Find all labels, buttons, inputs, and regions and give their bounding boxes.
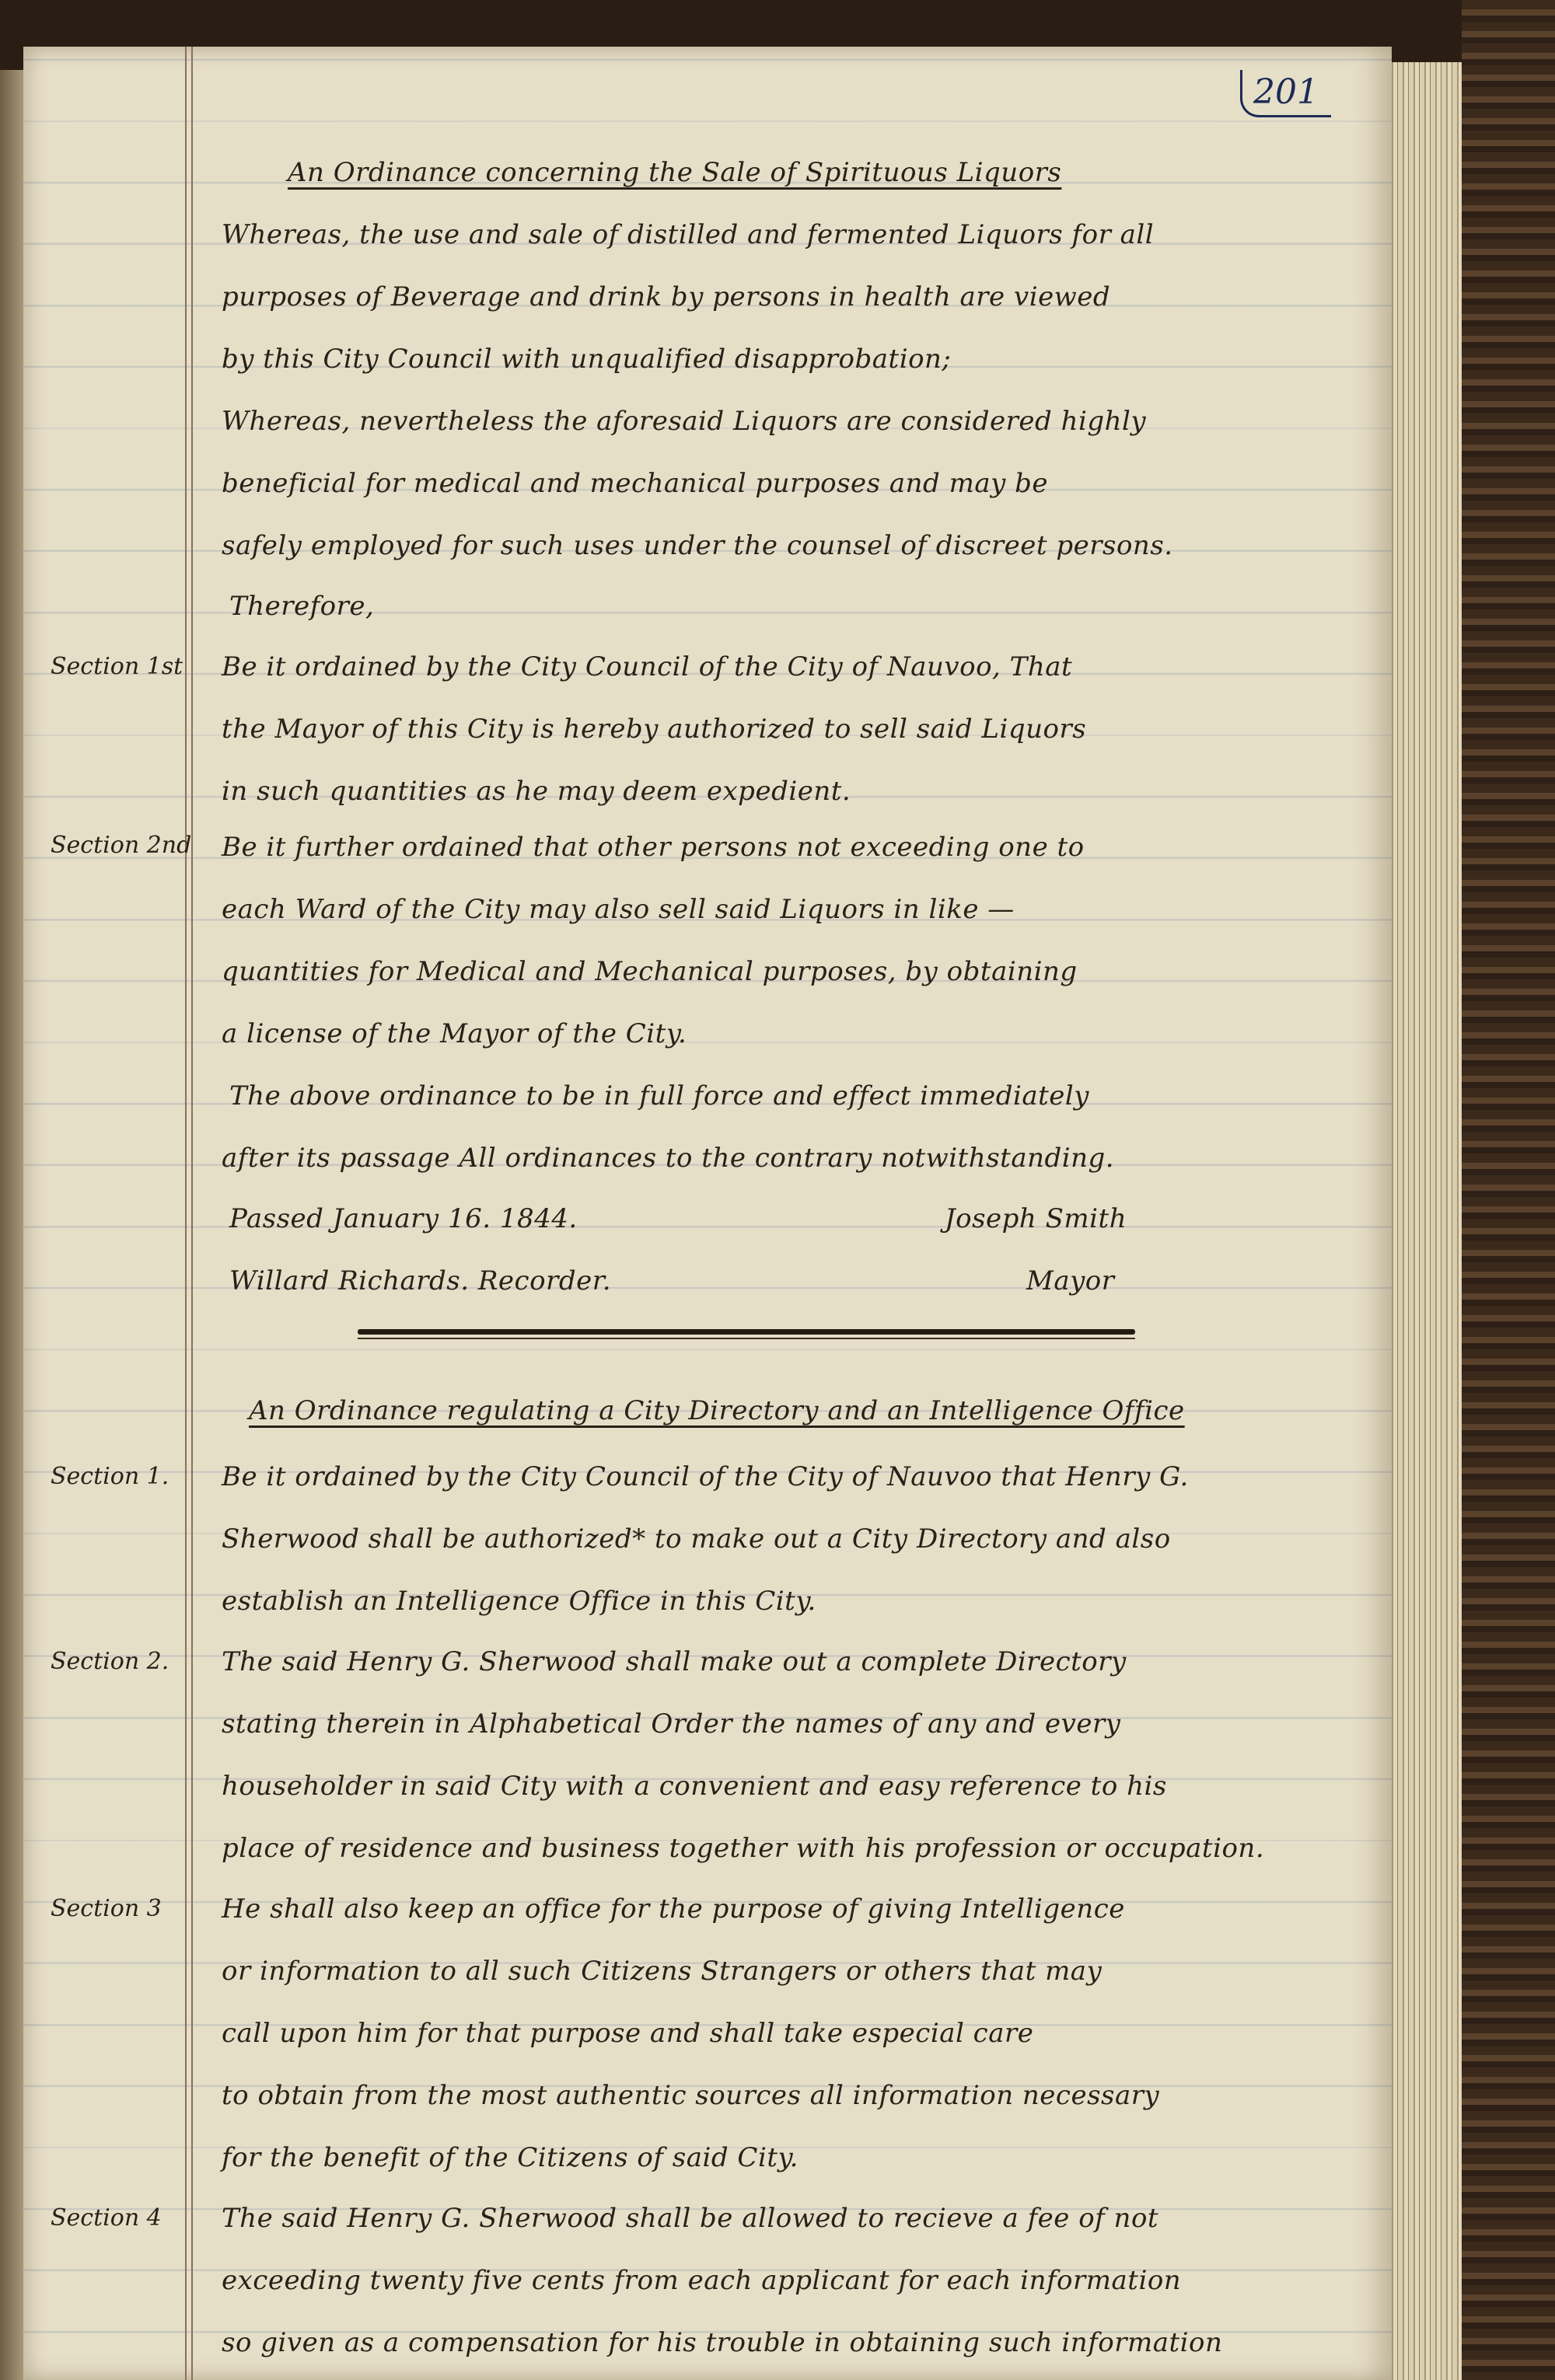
section-label: Section 2. bbox=[51, 1648, 169, 1675]
text-line: in such quantities as he may deem expedient. bbox=[222, 776, 851, 807]
book-spine bbox=[1462, 0, 1555, 2380]
text-line: quantities for Medical and Mechanical purposes, by obtaining bbox=[222, 956, 1078, 987]
text-line: Whereas, the use and sale of distilled and fermented Liquors for all bbox=[222, 219, 1155, 250]
text-line: stating therein in Alphabetical Order the names of any and every bbox=[222, 1708, 1121, 1740]
text-line: after its passage All ordinances to the contrary notwithstanding. bbox=[222, 1143, 1115, 1174]
text-line: for the benefit of the Citizens of said City. bbox=[222, 2142, 798, 2173]
text-line: Sherwood shall be authorized* to make out a City Directory and also bbox=[222, 1523, 1171, 1555]
text-line: Be it ordained by the City Council of the City of Nauvoo that Henry G. bbox=[222, 1461, 1189, 1492]
text-line: The said Henry G. Sherwood shall make out a complete Directory bbox=[222, 1646, 1127, 1677]
margin-rule bbox=[185, 47, 187, 2380]
section-label: Section 1. bbox=[51, 1463, 169, 1490]
page-number: 201 bbox=[1240, 70, 1331, 117]
text-line: Be it ordained by the City Council of the City of Nauvoo, That bbox=[222, 651, 1073, 682]
ledger-page bbox=[23, 47, 1392, 2380]
text-line: The above ordinance to be in full force and effect immediately bbox=[229, 1080, 1089, 1111]
text-line: the Mayor of this City is hereby authorized to sell said Liquors bbox=[222, 714, 1087, 745]
section-label: Section 1st bbox=[51, 653, 183, 680]
text-line: beneficial for medical and mechanical purposes and may be bbox=[222, 468, 1049, 499]
text-line: a license of the Mayor of the City. bbox=[222, 1018, 687, 1049]
section-label: Section 2nd bbox=[51, 832, 192, 859]
text-line: safely employed for such uses under the counsel of discreet persons. bbox=[222, 530, 1173, 561]
signature-title: Mayor bbox=[1026, 1265, 1115, 1296]
section-label: Section 4 bbox=[51, 2204, 162, 2232]
text-line: exceeding twenty five cents from each applicant for each information bbox=[222, 2265, 1182, 2296]
text-line: by this City Council with unqualified disapprobation; bbox=[222, 344, 952, 375]
ordinance-1-title: An Ordinance concerning the Sale of Spirituous Liquors bbox=[288, 157, 1062, 188]
section-label: Section 3 bbox=[51, 1895, 162, 1922]
text-line: place of residence and business together with his profession or occupation. bbox=[222, 1833, 1265, 1864]
previous-page-edge bbox=[0, 70, 23, 2380]
text-line: Whereas, nevertheless the aforesaid Liquors are considered highly bbox=[222, 406, 1147, 437]
text-line: Therefore, bbox=[229, 591, 375, 622]
section-divider bbox=[358, 1329, 1135, 1335]
recorder-line: Willard Richards. Recorder. bbox=[229, 1265, 612, 1296]
section-divider-thin bbox=[358, 1338, 1135, 1339]
text-line: He shall also keep an office for the purpose of giving Intelligence bbox=[222, 1893, 1125, 1925]
text-line: or information to all such Citizens Strangers or others that may bbox=[222, 1956, 1102, 1987]
text-line: call upon him for that purpose and shall take especial care bbox=[222, 2018, 1034, 2049]
signature-name: Joseph Smith bbox=[945, 1203, 1127, 1234]
text-line: so given as a compensation for his trouble in obtaining such information bbox=[222, 2327, 1223, 2358]
passed-date: Passed January 16. 1844. bbox=[229, 1203, 578, 1234]
text-line: to obtain from the most authentic sources all information necessary bbox=[222, 2080, 1160, 2111]
text-line: Be it further ordained that other persons not exceeding one to bbox=[222, 832, 1085, 863]
text-line: purposes of Beverage and drink by persons in health are viewed bbox=[222, 281, 1111, 312]
text-line: The said Henry G. Sherwood shall be allowed to recieve a fee of not bbox=[222, 2203, 1159, 2234]
ordinance-2-title: An Ordinance regulating a City Directory and an Intelligence Office bbox=[249, 1395, 1185, 1426]
text-line: householder in said City with a convenient and easy reference to his bbox=[222, 1771, 1167, 1802]
text-line: establish an Intelligence Office in this City. bbox=[222, 1586, 816, 1617]
margin-rule bbox=[191, 47, 193, 2380]
text-line: each Ward of the City may also sell said Liquors in like — bbox=[222, 894, 1015, 925]
